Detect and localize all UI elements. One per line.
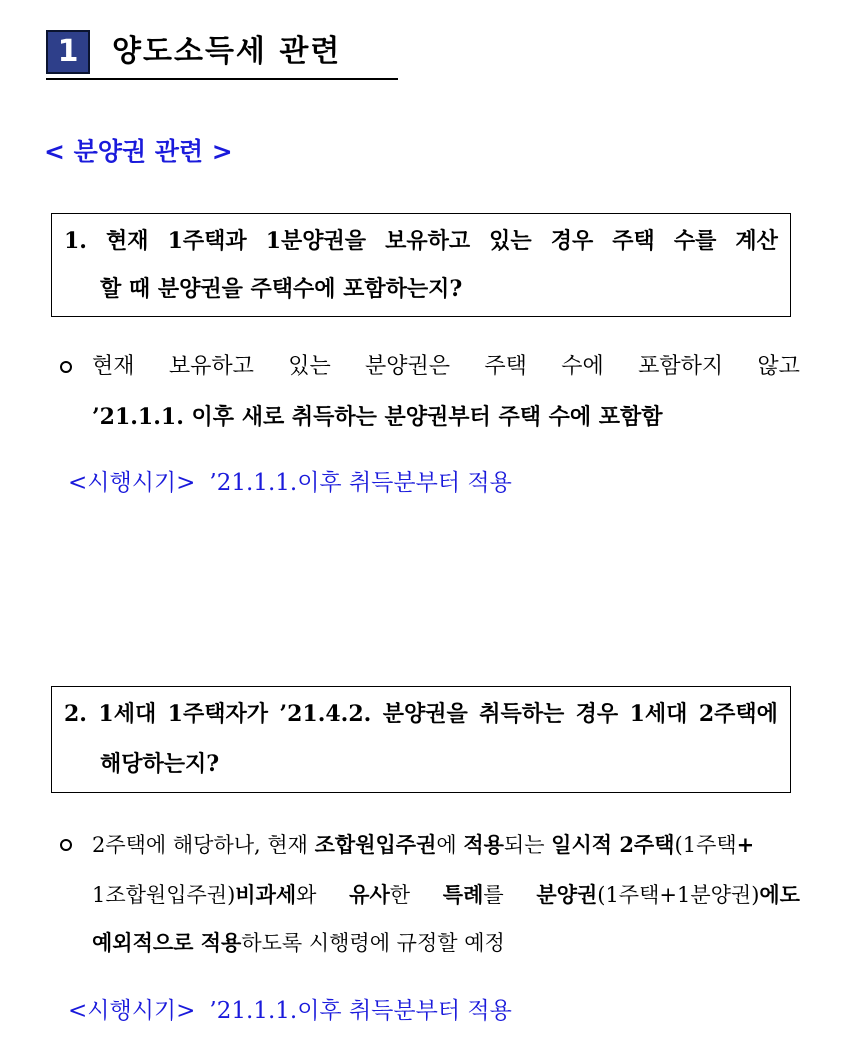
q2-word: ’21.4.2. xyxy=(279,701,372,727)
q2-word: 1세대 xyxy=(629,701,688,727)
q1-word: 현재 xyxy=(106,228,149,254)
q2-word: 분양권을 xyxy=(382,701,468,727)
a1-word: 포함하지 xyxy=(638,354,724,379)
a1-word: 않고 xyxy=(757,354,800,379)
q2-word: 취득하는 xyxy=(479,701,565,727)
q2-word: 1세대 xyxy=(98,701,157,727)
answer-2-line-2: 1조합원입주권)비과세와 유사한 특례를 분양권(1주택+1분양권)에도 xyxy=(92,882,800,907)
section-number: 1 xyxy=(46,30,90,74)
subtitle: < 분양권 관련 > xyxy=(44,137,233,166)
answer-2-line-3: 예외적으로 적용하도록 시행령에 규정할 예정 xyxy=(92,930,505,955)
circle-bullet-icon xyxy=(60,839,72,851)
q1-word: 있는 xyxy=(489,228,532,254)
circle-bullet-icon xyxy=(60,361,72,373)
a1-word: 주택 xyxy=(484,354,527,379)
answer-1-line-2: ’21.1.1. 이후 새로 취득하는 분양권부터 주택 수에 포함함 xyxy=(92,404,663,430)
section-header xyxy=(46,30,398,80)
a1-word: 분양권은 xyxy=(365,354,451,379)
question-box-2 xyxy=(51,686,791,793)
note-text: ’21.1.1.이후 취득분부터 적용 xyxy=(209,470,512,496)
question-1-line-2: 할 때 분양권을 주택수에 포함하는지? xyxy=(100,276,463,302)
a1-word: 수에 xyxy=(561,354,604,379)
note-label: <시행시기> xyxy=(68,470,196,496)
q1-word: 보유하고 xyxy=(385,228,471,254)
note-text: ’21.1.1.이후 취득분부터 적용 xyxy=(209,998,512,1024)
a1-word: 보유하고 xyxy=(168,354,254,379)
implementation-note-1 xyxy=(68,467,512,499)
q2-word: 2주택에 xyxy=(698,701,778,727)
q1-word: 수를 xyxy=(673,228,717,254)
question-2-line-2: 해당하는지? xyxy=(100,751,220,777)
question-1-line-1 xyxy=(64,226,778,256)
q2-word: 2. xyxy=(64,701,87,727)
q1-word: 경우 xyxy=(550,228,594,254)
a1-word: 현재 xyxy=(92,354,135,379)
question-box-1 xyxy=(51,213,791,317)
section-title: 양도소득세 관련 xyxy=(112,34,342,69)
q1-word: 주택 xyxy=(612,228,655,254)
answer-2-line-1: 2주택에 해당하나, 현재 조합원입주권에 적용되는 일시적 2주택(1주택+ xyxy=(92,832,755,857)
q1-word: 1분양권을 xyxy=(265,228,367,254)
note-label: <시행시기> xyxy=(68,998,196,1024)
a1-word: 있는 xyxy=(288,354,331,379)
q2-word: 경우 xyxy=(575,701,619,727)
answer-1-line-1 xyxy=(92,352,800,382)
q1-word: 1주택과 xyxy=(167,228,247,254)
q1-word: 계산 xyxy=(735,228,778,254)
q2-word: 1주택자가 xyxy=(167,701,268,727)
q1-word: 1. xyxy=(64,228,87,254)
implementation-note-2 xyxy=(68,995,512,1027)
question-2-line-1 xyxy=(64,699,778,729)
